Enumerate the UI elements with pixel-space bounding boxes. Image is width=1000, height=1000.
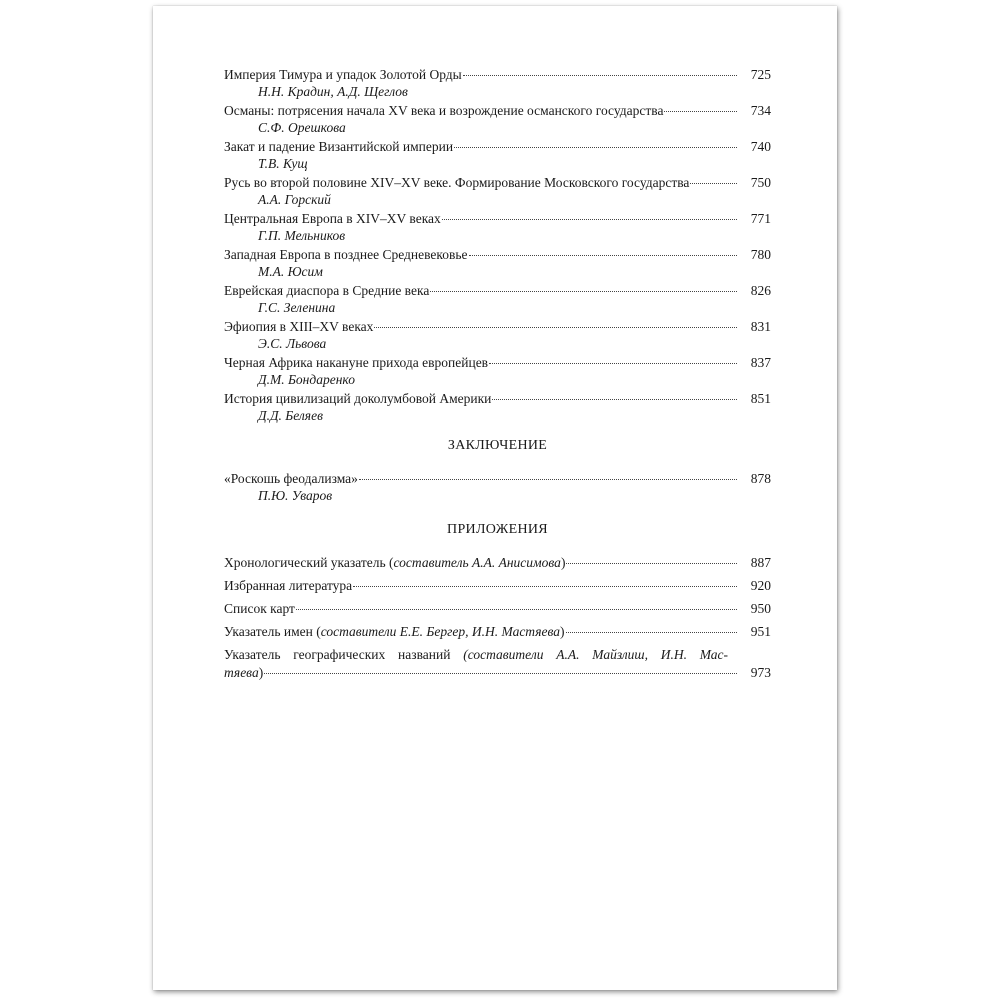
dot-leader [264,673,737,674]
toc-entry [224,318,771,352]
entry-title: Закат и падение Византийской империи [224,139,454,154]
page-number: 831 [750,319,771,334]
toc-entry [224,102,771,136]
page-number: 887 [750,555,771,570]
dot-leader [489,363,737,364]
toc-entry-conclusion [224,470,771,504]
entry-title: Еврейская диаспора в Средние века [224,283,430,298]
toc-entry [224,174,771,208]
entry-author: П.Ю. Уваров [258,488,333,503]
toc-entry [224,282,771,316]
entry-title: «Роскошь феодализма» [224,471,358,486]
page-number: 734 [750,103,771,118]
paren-close: ) [560,624,565,639]
entry-author: Д.М. Бондаренко [258,372,355,387]
section-heading-appendices: ПРИЛОЖЕНИЯ [447,522,548,537]
page-number: 851 [750,391,771,406]
entry-title: Указатель имен ( [224,624,321,639]
toc-entry [224,66,771,100]
page-number: 837 [750,355,771,370]
entry-title: Западная Европа в позднее Средневековье [224,247,468,262]
section-heading-conclusion: ЗАКЛЮЧЕНИЕ [447,438,548,453]
entry-title: Империя Тимура и упадок Золотой Орды [224,67,462,82]
dot-leader [442,219,737,220]
toc-entry-literature [224,577,771,595]
entry-title: История цивилизаций доколумбовой Америки [224,391,492,406]
document-page [153,6,837,990]
entry-author: Т.В. Кущ [258,156,308,171]
dot-leader [353,586,737,587]
entry-compiler: составители Е.Е. Бергер, И.Н. Мастяева [320,624,561,639]
entry-author: Г.С. Зеленина [258,300,336,315]
main-entries [224,66,771,424]
toc-entry-maps [224,600,771,618]
entry-author: С.Ф. Орешкова [258,120,346,135]
page-number: 951 [750,624,771,639]
dot-leader [690,183,737,184]
entry-title-line-1: Указатель географических названий (составители А.А. Майзлиш, И.Н. Мас- [224,647,729,662]
dot-leader [492,399,737,400]
dot-leader [359,479,737,480]
entry-title: Избранная литература [224,578,353,593]
page-number: 878 [750,471,771,486]
entry-title: Османы: потрясения начала XV века и возрождение османского государства [224,103,664,118]
entry-author: Э.С. Львова [258,336,327,351]
dot-leader [430,291,737,292]
toc-entry-geo-index [224,646,771,682]
entry-title: Хронологический указатель ( [224,555,394,570]
dot-leader [454,147,737,148]
page-number: 771 [750,211,771,226]
dot-leader [566,632,737,633]
entry-title: Русь во второй половине XIV–XV веке. Формирование Московского государства [224,175,690,190]
entry-title: Центральная Европа в XIV–XV веках [224,211,441,226]
entry-title: Черная Африка накануне прихода европейцев [224,355,489,370]
dot-leader [296,609,737,610]
table-of-contents [224,66,771,687]
dot-leader [463,75,737,76]
entry-author: Г.П. Мельников [258,228,346,243]
toc-entry [224,390,771,424]
toc-entry [224,138,771,172]
page-number: 780 [750,247,771,262]
entry-compiler: составитель А.А. Анисимова [393,555,561,570]
paren-close: ) [560,555,566,570]
entry-title: Эфиопия в XIII–XV веках [224,319,374,334]
entry-author: А.А. Горский [258,192,331,207]
page-number: 750 [750,175,771,190]
page-number: 973 [750,665,771,680]
entry-title: Список карт [224,601,295,616]
toc-entry [224,246,771,280]
toc-entry-chronology [224,554,771,572]
paren-close: ) [258,665,264,680]
dot-leader [664,111,737,112]
entry-title-line-2: тяева [224,665,259,680]
page-number: 725 [750,67,771,82]
page-number: 826 [750,283,771,298]
dot-leader [566,563,737,564]
toc-entry [224,354,771,388]
page-number: 920 [750,578,771,593]
toc-entry-names-index [224,623,771,641]
toc-entry [224,210,771,244]
entry-author: Д.Д. Беляев [258,408,323,423]
page-number: 950 [750,601,771,616]
dot-leader [374,327,737,328]
entry-author: Н.Н. Крадин, А.Д. Щеглов [258,84,408,99]
entry-author: М.А. Юсим [258,264,323,279]
page-number: 740 [750,139,771,154]
dot-leader [469,255,737,256]
